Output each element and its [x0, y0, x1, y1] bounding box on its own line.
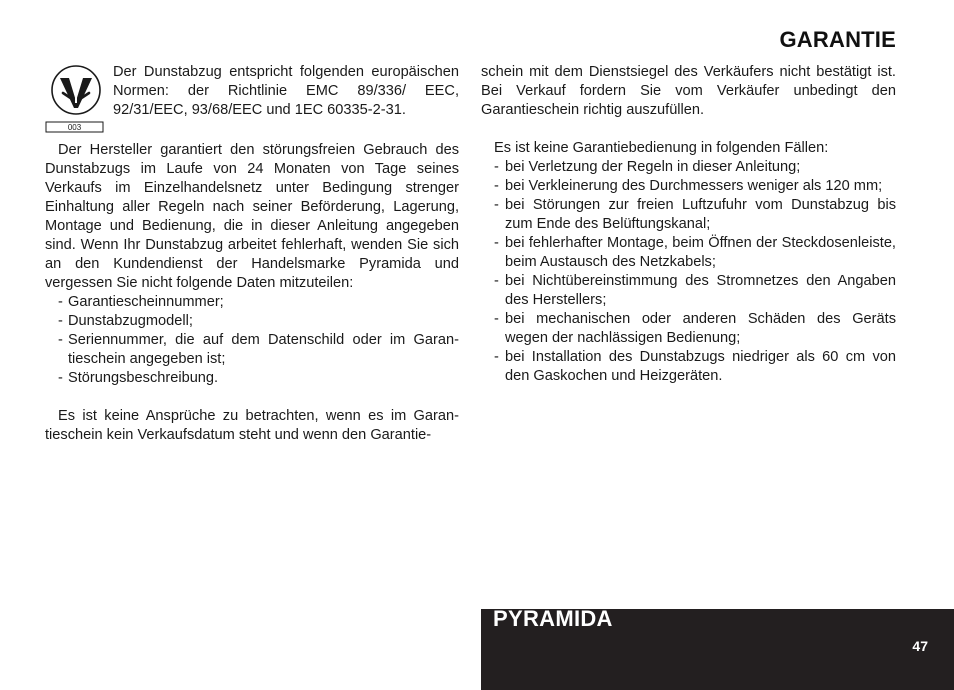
warranty-intro: Der Hersteller garantiert den störungsfreien Gebrauch des Dunstabzugs im Laufe von 24 Monaten von Tage seines Verkaufs im Einzelhandelsnetz unter Bedingung strenger Einhaltung aller Regeln nach seiner Beförderung, Lagerung, Montage und Bedienung, die in dieser Anleitung angegeben sind. Wenn Ihr Dunstabzug arbeitet fehlerhaft, wenden Sie sich an den Kundendienst der Handelsmarke Pyramida und vergessen Sie nicht folgende Daten mitzuteilen:	[45, 142, 459, 291]
list-item: - Seriennummer, die auf dem Datenschild oder im Garantieschein angegeben ist;	[45, 331, 459, 369]
exclusions-list	[481, 158, 896, 386]
certification-text: Der Dunstabzug entspricht folgenden europäischen Normen: der Richtlinie EMC 89/336/ EEC, 92/31/EEC, 93/68/EEC und 1EC 60335-2-31.	[113, 64, 459, 118]
list-item: - bei fehlerhafter Montage, beim Öffnen der Steckdosenleiste, beim Austausch des Netzkabels;	[481, 234, 896, 272]
exclusions-intro: Es ist keine Garantiebedienung in folgenden Fällen:	[494, 140, 829, 156]
list-item: - Garantiescheinnummer;	[45, 293, 459, 312]
page-number: 47	[912, 638, 928, 654]
right-column	[481, 63, 896, 386]
required-data-list	[45, 293, 459, 388]
list-item: - bei Verletzung der Regeln in dieser Anleitung;	[481, 158, 896, 177]
certification-mark-code: 003	[67, 123, 82, 132]
list-item: - bei Nichtübereinstimmung des Stromnetzes den Angaben des Herstellers;	[481, 272, 896, 310]
warranty-continuation: schein mit dem Dienstsiegel des Verkäufers nicht bestätigt ist. Bei Verkauf fordern Sie vom Verkäufer unbedingt den Garantieschein richtig auszufüllen.	[481, 64, 896, 118]
list-item: - bei mechanischen oder anderen Schäden des Geräts wegen der nachlässigen Bedienung;	[481, 310, 896, 348]
list-item: - Störungsbeschreibung.	[45, 369, 459, 388]
list-item: - bei Störungen zur freien Luftzufuhr vom Dunstabzug bis zum Ende des Belüftungskanal;	[481, 196, 896, 234]
warranty-closing: Es ist keine Ansprüche zu betrachten, wenn es im Garantieschein kein Verkaufsdatum steht und wenn den Garantie-	[45, 408, 459, 443]
list-item: - bei Verkleinerung des Durchmessers weniger als 120 mm;	[481, 177, 896, 196]
list-item: - bei Installation des Dunstabzugs niedriger als 60 cm von den Gaskochen und Heizgeräten.	[481, 348, 896, 386]
left-column	[45, 63, 459, 445]
ukrsepro-certification-mark-icon	[45, 63, 107, 135]
brand-logo: PYRAMIDA	[493, 606, 613, 631]
page-title: GARANTIE	[779, 27, 896, 52]
certification-block	[45, 63, 459, 141]
list-item: - Dunstabzugmodell;	[45, 312, 459, 331]
footer-bar	[481, 606, 954, 690]
